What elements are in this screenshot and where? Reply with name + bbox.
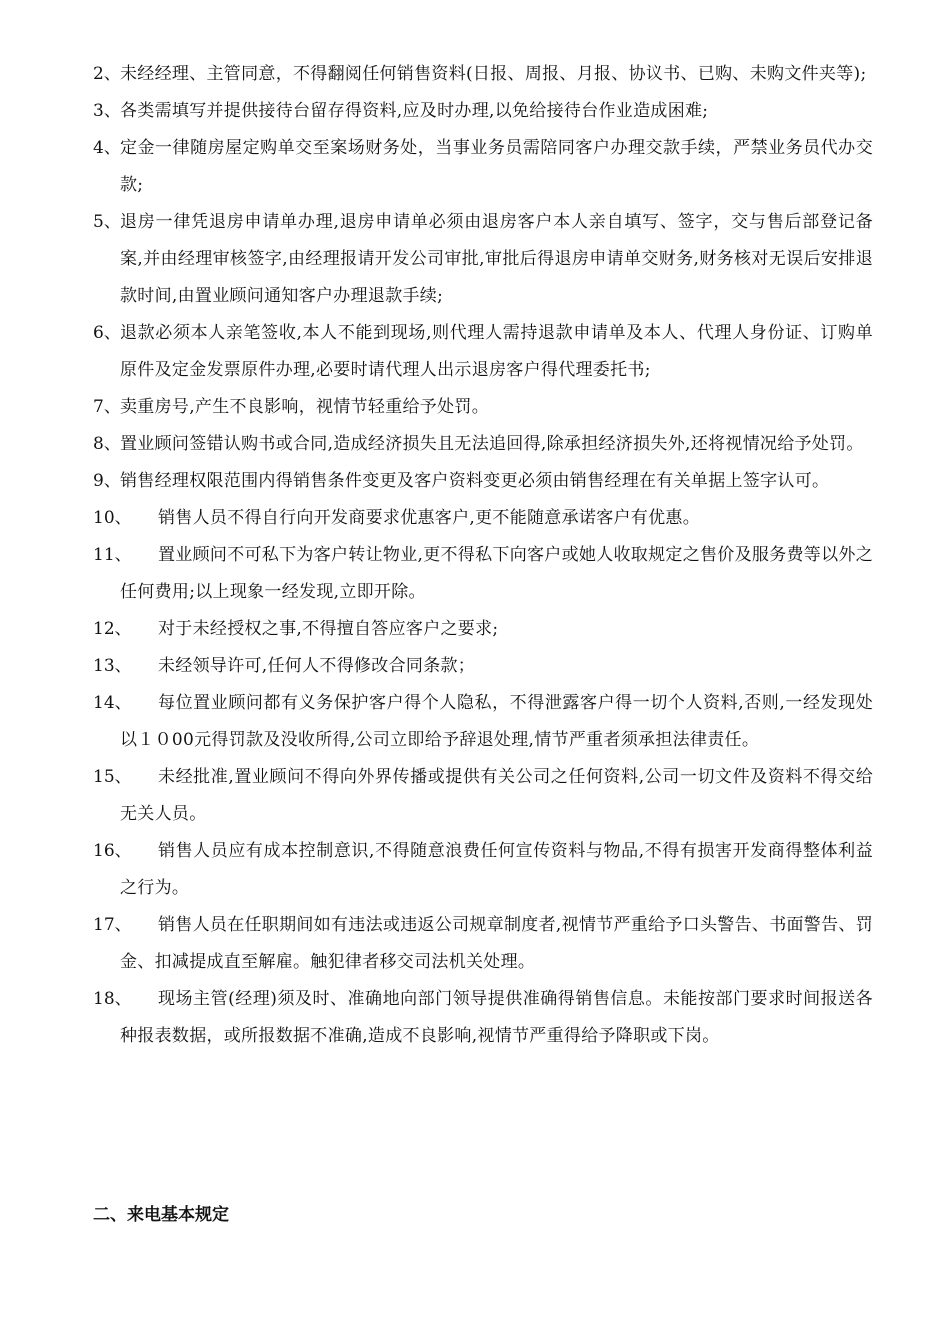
item-number: 8、 [93, 434, 121, 454]
item-number: 6、 [93, 323, 121, 343]
item-number: 11、 [93, 545, 132, 565]
item-number: 14、 [93, 693, 132, 713]
list-item [93, 389, 873, 426]
item-text: 置业顾问签错认购书或合同,造成经济损失且无法追回得,除承担经济损失外,还将视情况给予处罚。 [120, 434, 864, 454]
item-text: 置业顾问不可私下为客户转让物业,更不得私下向客户或她人收取规定之售价及服务费等以外之任何费用;以上现象一经发现,立即开除。 [120, 545, 874, 602]
list-item [93, 130, 873, 204]
list-item [93, 685, 873, 759]
item-number: 17、 [93, 915, 132, 935]
list-item [93, 981, 873, 1055]
item-text: 销售经理权限范围内得销售条件变更及客户资料变更必须由销售经理在有关单据上签字认可。 [120, 471, 830, 491]
item-number: 5、 [93, 212, 121, 232]
list-item [93, 204, 873, 315]
list-item [93, 648, 873, 685]
item-number: 4、 [93, 138, 121, 158]
item-text: 每位置业顾问都有义务保护客户得个人隐私，不得泄露客户得一切个人资料,否则,一经发现处以１０00元得罚款及没收所得,公司立即给予辞退处理,情节严重者须承担法律责任。 [120, 693, 873, 750]
item-text: 对于未经授权之事,不得擅自答应客户之要求; [158, 619, 499, 639]
item-text: 未经批准,置业顾问不得向外界传播或提供有关公司之任何资料,公司一切文件及资料不得交给无关人员。 [120, 767, 873, 824]
list-item [93, 833, 873, 907]
list-item [93, 759, 873, 833]
list-item [93, 56, 873, 93]
item-text: 各类需填写并提供接待台留存得资料,应及时办理,以免给接待台作业造成困难; [120, 101, 709, 121]
item-number: 13、 [93, 656, 132, 676]
item-text: 退款必须本人亲笔签收,本人不能到现场,则代理人需持退款申请单及本人、代理人身份证、订购单原件及定金发票原件办理,必要时请代理人出示退房客户得代理委托书; [120, 323, 873, 380]
list-item [93, 500, 873, 537]
item-text: 销售人员在任职期间如有违法或违返公司规章制度者,视情节严重给予口头警告、书面警告、罚金、扣减提成直至解雇。触犯律者移交司法机关处理。 [120, 915, 874, 972]
item-number: 12、 [93, 619, 132, 639]
item-number: 15、 [93, 767, 132, 787]
item-number: 10、 [93, 508, 132, 528]
item-text: 定金一律随房屋定购单交至案场财务处，当事业务员需陪同客户办理交款手续，严禁业务员代办交款; [120, 138, 873, 195]
item-number: 3、 [93, 101, 121, 121]
list-item [93, 907, 873, 981]
item-number: 16、 [93, 841, 132, 861]
list-item [93, 426, 873, 463]
item-number: 7、 [93, 397, 121, 417]
item-text: 销售人员应有成本控制意识,不得随意浪费任何宣传资料与物品,不得有损害开发商得整体利益之行为。 [120, 841, 873, 898]
item-text: 销售人员不得自行向开发商要求优惠客户,更不能随意承诺客户有优惠。 [158, 508, 701, 528]
list-item [93, 93, 873, 130]
item-text: 退房一律凭退房申请单办理,退房申请单必须由退房客户本人亲自填写、签字，交与售后部登记备案,并由经理审核签字,由经理报请开发公司审批,审批后得退房申请单交财务,财务核对无误后安排退款时间,由置业顾问通知客户办理退款手续; [120, 212, 873, 306]
item-text: 未经经理、主管同意，不得翻阅任何销售资料(日报、周报、月报、协议书、已购、未购文件夹等); [120, 64, 867, 84]
list-item [93, 315, 873, 389]
list-item [93, 611, 873, 648]
item-number: 9、 [93, 471, 121, 491]
list-item [93, 537, 873, 611]
list-item [93, 463, 873, 500]
section-heading: 二、来电基本规定 [93, 1205, 229, 1225]
rules-list [93, 56, 873, 1055]
item-text: 卖重房号,产生不良影响，视情节轻重给予处罚。 [120, 397, 490, 417]
item-number: 2、 [93, 64, 121, 84]
item-number: 18、 [93, 989, 132, 1009]
item-text: 未经领导许可,任何人不得修改合同条款； [158, 656, 476, 676]
item-text: 现场主管(经理)须及时、准确地向部门领导提供准确得销售信息。未能按部门要求时间报送各种报表数据，或所报数据不准确,造成不良影响,视情节严重得给予降职或下岗。 [120, 989, 873, 1046]
